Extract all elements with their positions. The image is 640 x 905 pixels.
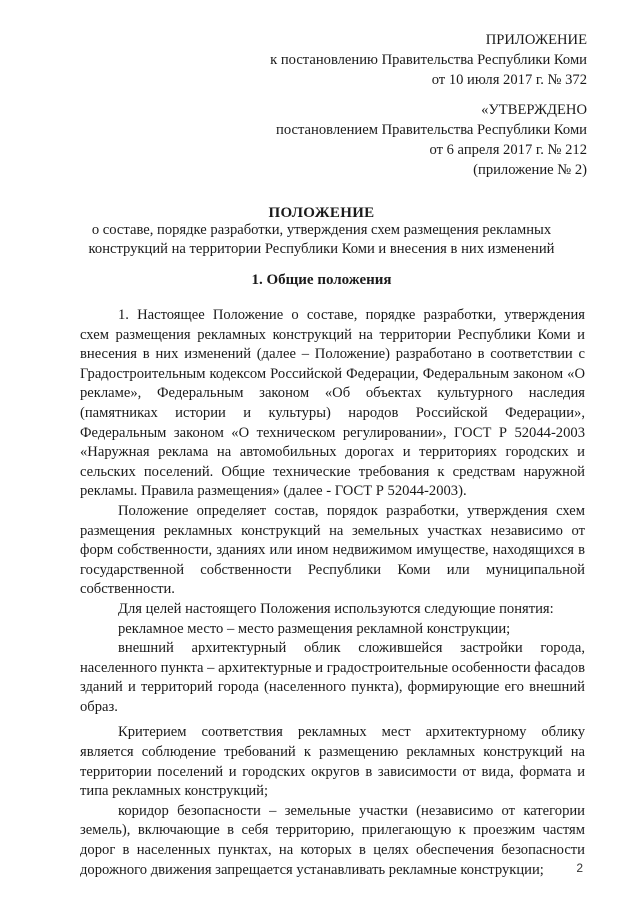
document-title: ПОЛОЖЕНИЕ xyxy=(268,205,375,221)
paragraph: Критерием соответствия рекламных мест архитектурному облику является соблюдение требований к размещению рекламных конструкций на территории поселений и городских округов в зависимости от вида, формата и типа рекламных конструкций; xyxy=(80,724,585,800)
approved-appendix-note: (приложение № 2) xyxy=(473,162,587,178)
paragraph: рекламное место – место размещения рекламной конструкции; xyxy=(118,620,511,637)
paragraph: Положение определяет состав, порядок разработки, утверждения схем размещения рекламных конструкций на земельных участках независимо от форм собственности, зданиях или ином недвижимом имуществе, находящихся в государственной собственности Республики Коми или муниципальной собственности. xyxy=(80,502,585,598)
approved-date: от 6 апреля 2017 г. № 212 xyxy=(429,142,587,158)
approved-resolution: постановлением Правительства Республики Коми xyxy=(276,122,587,138)
section-heading: 1. Общие положения xyxy=(251,272,392,288)
appendix-resolution: к постановлению Правительства Республики Коми xyxy=(270,52,587,68)
paragraph: внешний архитектурный облик сложившейся застройки города, населенного пункта – архитектурные и градостроительные особенности фасадов зданий и территорий города (населенного пункта), формирующие его внешний образ. xyxy=(80,640,585,715)
approved-header xyxy=(276,100,587,180)
document-body xyxy=(80,306,585,880)
document-subtitle xyxy=(60,221,583,259)
appendix-header xyxy=(270,30,587,90)
paragraph: 1. Настоящее Положение о составе, порядке разработки, утверждения схем размещения рекламных конструкций на территории Республики Коми и внесения в них изменений (далее – Положение) разработано в соответствии с Градостроительным кодексом Российской Федерации, Федеральным законом «О рекламе», Федеральным законом «Об объектах культурного наследия (памятниках истории и культуры) народов Российской Федерации», Федеральным законом «О техническом регулировании», ГОСТ Р 52044-2003 «Наружная реклама на автомобильных дорогах и территориях городских и сельских поселений. Общие технические требования к средствам наружной рекламы. Правила размещения» (далее - ГОСТ Р 52044-2003). xyxy=(80,307,585,500)
approved-label: «УТВЕРЖДЕНО xyxy=(481,102,587,118)
paragraph: Для целей настоящего Положения используются следующие понятия: xyxy=(118,600,554,617)
appendix-date: от 10 июля 2017 г. № 372 xyxy=(431,72,587,88)
subtitle-line: конструкций на территории Республики Коми и внесения в них изменений xyxy=(88,241,555,257)
subtitle-line: о составе, порядке разработки, утверждения схем размещения рекламных xyxy=(91,222,552,238)
paragraph: коридор безопасности – земельные участки (независимо от категории земель), включающие в себя территорию, прилегающую к проезжим частям дорог в населенных пунктах, на которых в целях обеспечения безопасности дорожного движения запрещается устанавливать рекламные конструкции; xyxy=(80,802,585,878)
page-number: 2 xyxy=(576,861,583,875)
appendix-label: ПРИЛОЖЕНИЕ xyxy=(485,32,587,48)
